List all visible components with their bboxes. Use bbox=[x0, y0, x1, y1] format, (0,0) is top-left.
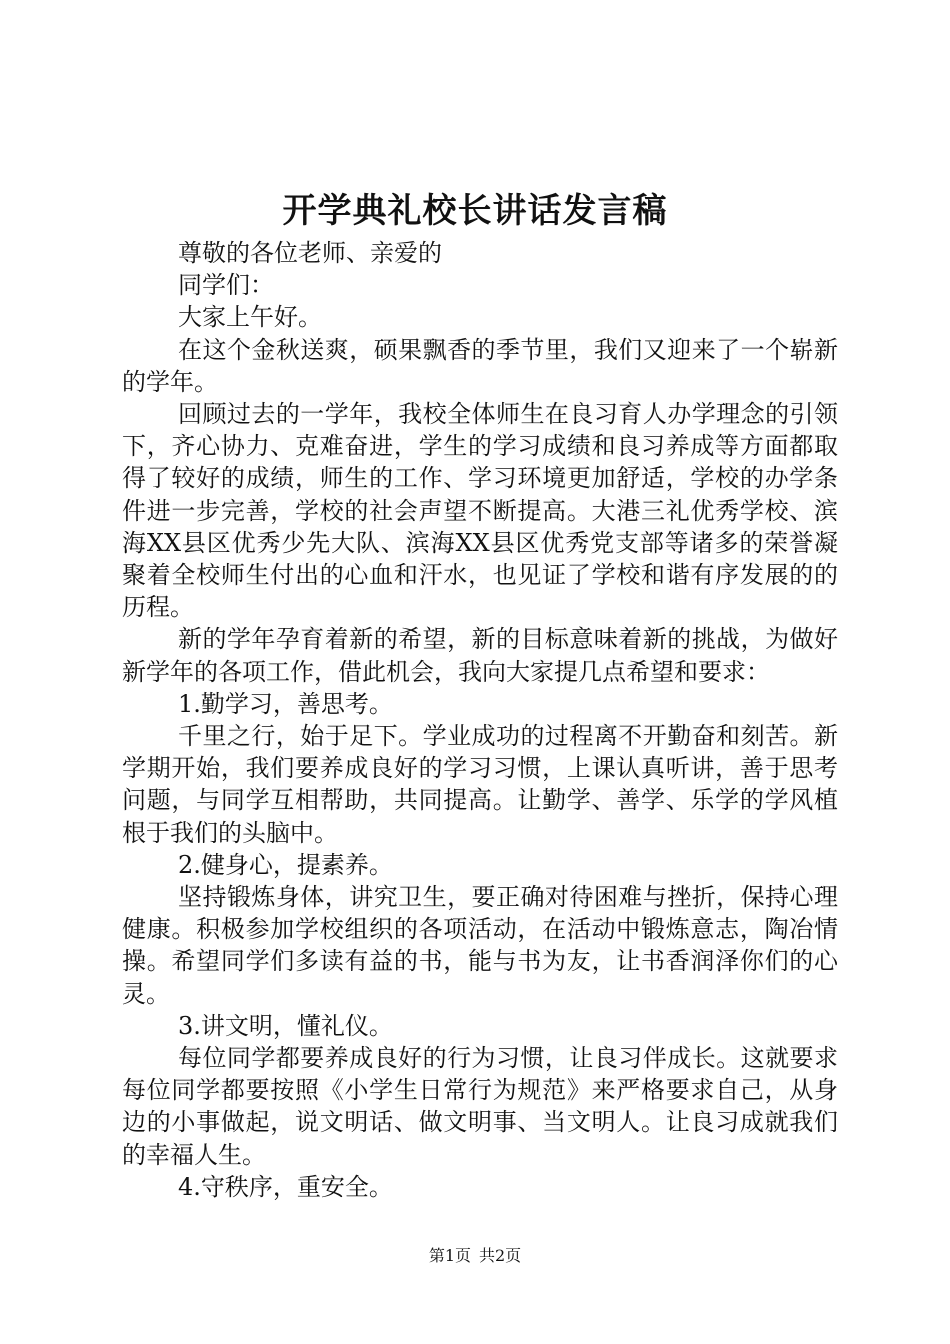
document-title: 开学典礼校长讲话发言稿 bbox=[282, 191, 668, 231]
document-body bbox=[122, 237, 838, 1203]
salutation-line-2: 同学们： bbox=[178, 271, 274, 300]
paragraph-point-1: 千里之行，始于足下。学业成功的过程离不开勤奋和刻苦。新学期开始，我们要养成良好的学习习惯，上课认真听讲，善于思考问题，与同学互相帮助，共同提高。让勤学、善学、乐学的学风植根于我们的头脑中。 bbox=[122, 722, 838, 847]
paragraph-expectations: 新的学年孕育着新的希望，新的目标意味着新的挑战，为做好新学年的各项工作，借此机会，我向大家提几点希望和要求： bbox=[122, 625, 838, 686]
heading-point-3: 3.讲文明，懂礼仪。 bbox=[178, 1011, 393, 1040]
heading-point-4: 4.守秩序，重安全。 bbox=[178, 1172, 393, 1201]
paragraph-intro: 在这个金秋送爽，硕果飘香的季节里，我们又迎来了一个崭新的学年。 bbox=[122, 335, 838, 396]
page-total: 共2页 bbox=[479, 1246, 522, 1265]
heading-point-2: 2.健身心，提素养。 bbox=[178, 850, 393, 879]
greeting: 大家上午好。 bbox=[178, 303, 322, 332]
salutation-line-1: 尊敬的各位老师、亲爱的 bbox=[178, 239, 442, 267]
heading-point-1: 1.勤学习，善思考。 bbox=[178, 689, 393, 718]
paragraph-review: 回顾过去的一学年，我校全体师生在良习育人办学理念的引领下，齐心协力、克难奋进，学生的学习成绩和良习养成等方面都取得了较好的成绩，师生的工作、学习环境更加舒适，学校的办学条件进一步完善，学校的社会声望不断提高。大港三礼优秀学校、滨海XX县区优秀少先大队、滨海XX县区优秀党支部等诸多的荣誉凝聚着全校师生付出的心血和汗水，也见证了学校和谐有序发展的的历程。 bbox=[122, 400, 838, 622]
paragraph-point-2: 坚持锻炼身体，讲究卫生，要正确对待困难与挫折，保持心理健康。积极参加学校组织的各项活动，在活动中锻炼意志，陶冶情操。希望同学们多读有益的书，能与书为友，让书香润泽你们的心灵。 bbox=[122, 883, 838, 1008]
page-footer bbox=[0, 1243, 950, 1266]
page-number: 第1页 bbox=[428, 1246, 471, 1265]
paragraph-point-3: 每位同学都要养成良好的行为习惯，让良习伴成长。这就要求每位同学都要按照《小学生日常行为规范》来严格要求自己，从身边的小事做起，说文明话、做文明事、当文明人。让良习成就我们的幸福人生。 bbox=[122, 1044, 838, 1169]
